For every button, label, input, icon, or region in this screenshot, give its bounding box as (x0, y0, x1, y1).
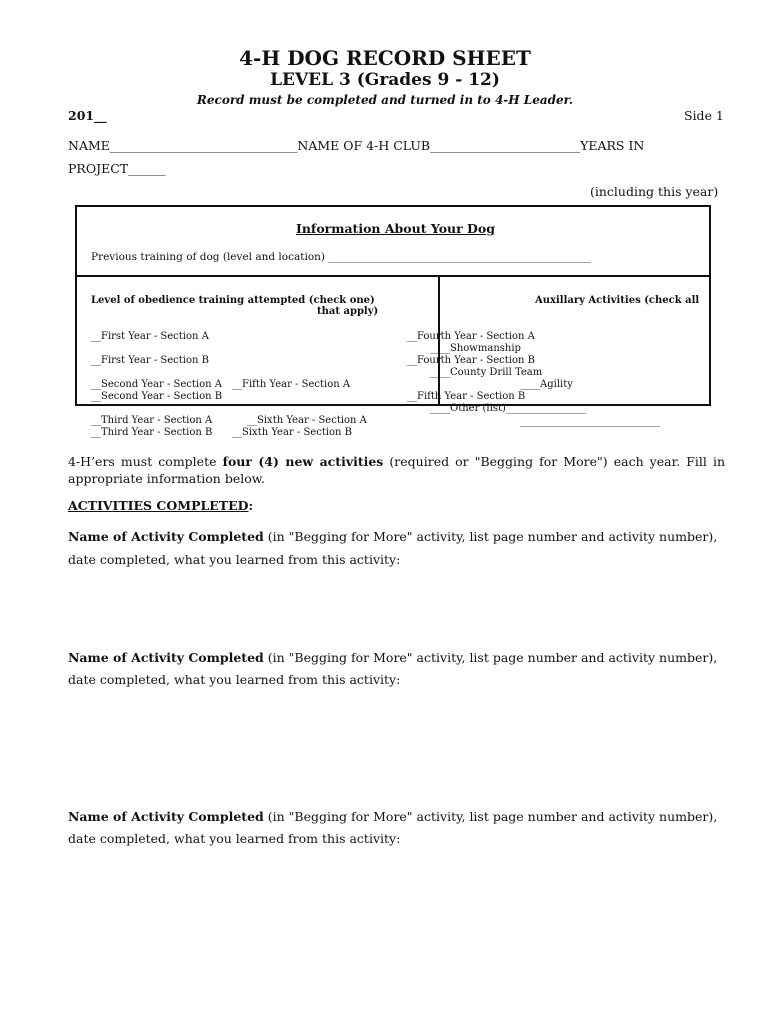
check-second-year-b: __Second Year - Section B (91, 391, 223, 402)
activity-1-line: Name of Activity Completed (in "Begging for More" activity, list page number and activity number), (68, 529, 718, 544)
check-third-year-b: __Third Year - Section B (91, 427, 213, 438)
check-sixth-year-b: __Sixth Year - Section B (232, 427, 353, 438)
other-line: ____________________________ (520, 416, 660, 427)
check-fifth-year-a: __Fifth Year - Section A (232, 379, 351, 390)
page-title: 4-H DOG RECORD SHEET (239, 46, 531, 70)
page-subtitle: LEVEL 3 (Grades 9 - 12) (270, 70, 500, 90)
check-fourth-year-b: __Fourth Year - Section B (407, 355, 535, 366)
activity-2-line: Name of Activity Completed (in "Begging for More" activity, list page number and activity number), (68, 650, 718, 665)
box-divider (77, 275, 709, 277)
including-note: (including this year) (590, 184, 719, 199)
activity-2-line2: date completed, what you learned from this activity: (68, 672, 401, 687)
name-club-line: NAME______________________________NAME OF 4-H CLUB________________________YEARS IN (68, 138, 645, 153)
check-sixth-year-a: __Sixth Year - Section A (247, 415, 367, 426)
activity-3-line: Name of Activity Completed (in "Begging for More" activity, list page number and activity number), (68, 809, 718, 824)
activities-heading: ACTIVITIES COMPLETED: (68, 498, 254, 513)
year-field: 201__ (68, 108, 107, 123)
check-first-year-b: __First Year - Section B (91, 355, 209, 366)
project-line: PROJECT______ (68, 161, 166, 176)
box-heading: Information About Your Dog (296, 221, 495, 236)
check-third-year-a: __Third Year - Section A (91, 415, 213, 426)
check-fourth-year-a: __Fourth Year - Section A (407, 331, 535, 342)
check-agility: ____Agility (520, 379, 573, 390)
previous-training-field: Previous training of dog (level and location) __________________________________________________ (91, 251, 591, 263)
activity-3-line2: date completed, what you learned from this activity: (68, 831, 401, 846)
instruction-text: Record must be completed and turned in to 4-H Leader. (196, 93, 574, 107)
check-fifth-year-b: __Fifth Year - Section B (407, 391, 526, 402)
check-first-year-a: __First Year - Section A (91, 331, 209, 342)
requirements-paragraph: 4-H’ers must complete four (4) new activities (required or "Begging for More") each year. Fill in appropriate information below. (68, 454, 725, 486)
check-county-drill-team: ____County Drill Team (430, 367, 543, 378)
check-other: ____Other (list)________________ (430, 403, 586, 414)
obedience-heading-cont: that apply) (317, 306, 379, 317)
activity-1-line2: date completed, what you learned from this activity: (68, 552, 401, 567)
obedience-heading: Level of obedience training attempted (check one) (91, 295, 375, 306)
check-second-year-a: __Second Year - Section A (91, 379, 222, 390)
auxiliary-heading: Auxillary Activities (check all (535, 295, 700, 306)
check-showmanship: ____Showmanship (430, 343, 521, 354)
side-label: Side 1 (684, 108, 724, 123)
